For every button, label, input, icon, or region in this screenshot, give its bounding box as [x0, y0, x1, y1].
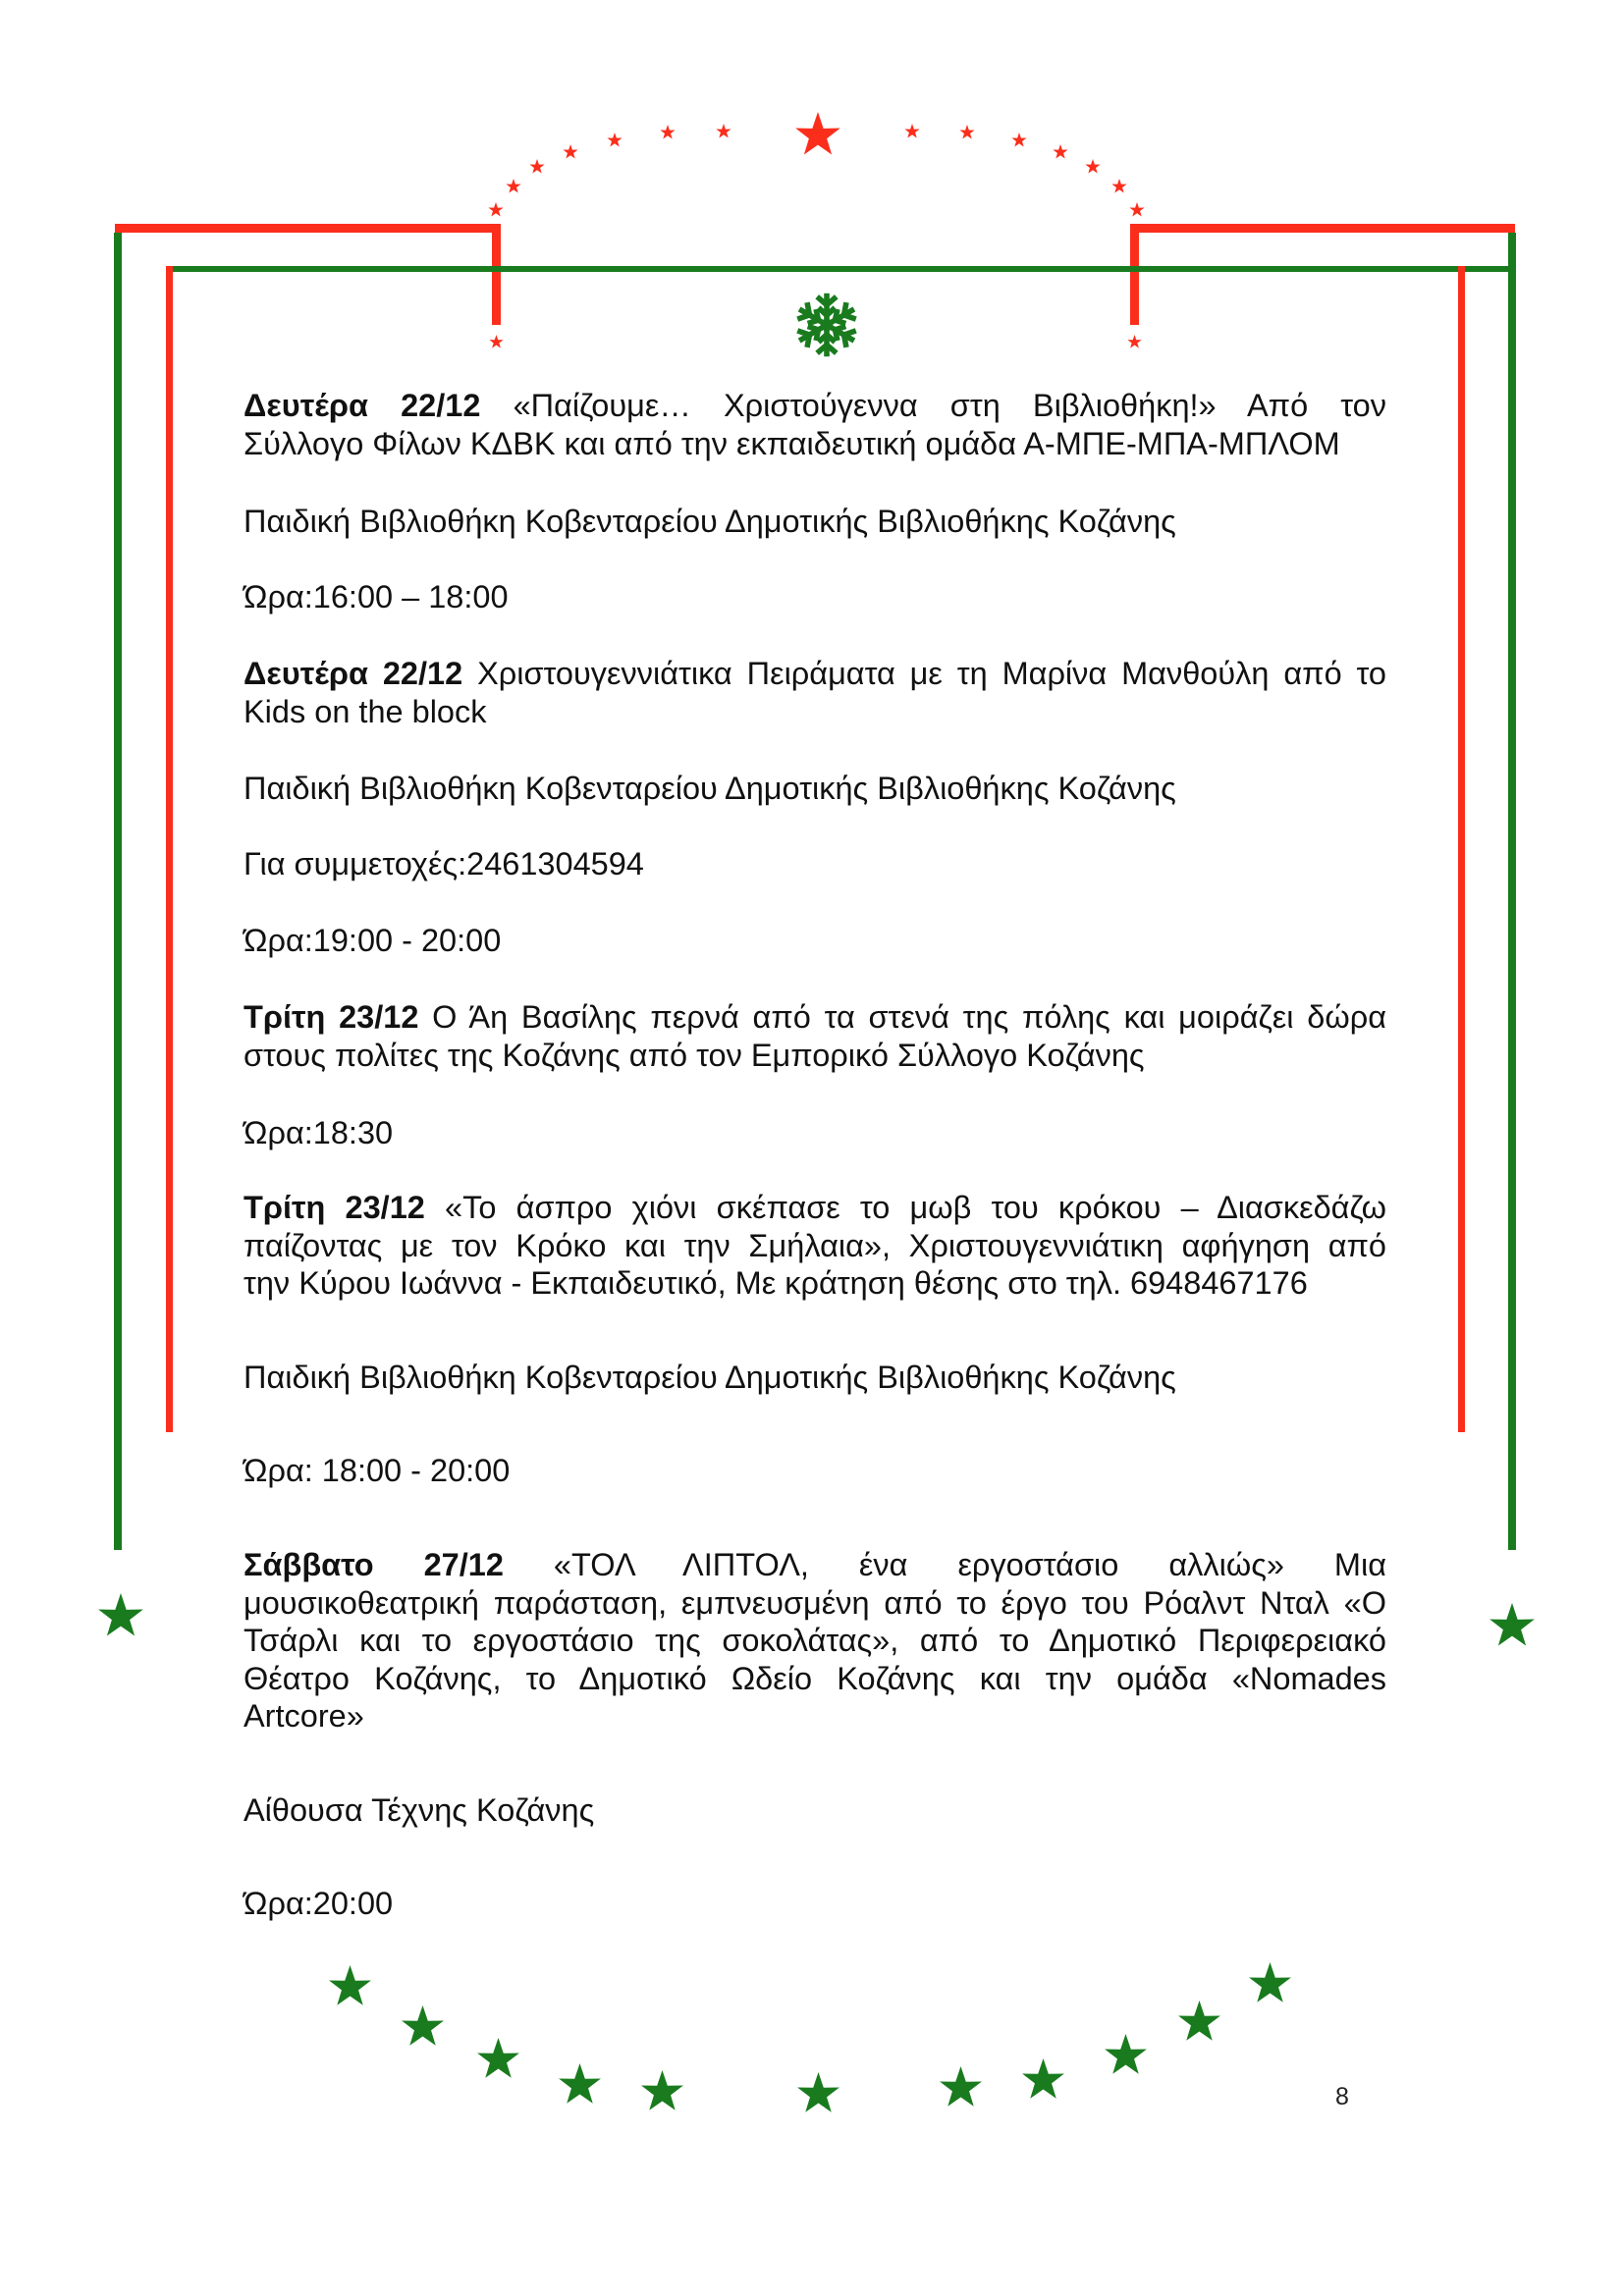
- star-icon: [328, 1965, 372, 2009]
- event-date: Δευτέρα 22/12: [244, 656, 463, 691]
- star-icon: [1177, 2001, 1221, 2045]
- frame-line-red-drop-left: [492, 224, 501, 325]
- star-icon: [716, 124, 731, 139]
- star-icon: [1248, 1962, 1292, 2006]
- event-time: Ώρα:16:00 – 18:00: [244, 579, 509, 614]
- frame-line-red-top-left: [115, 224, 500, 233]
- event-description-line: Τσάρλι και το εργοστάσιο της σοκολάτας», από το Δημοτικό Περιφερειακό: [244, 1623, 1386, 1658]
- event-time: Ώρα:19:00 - 20:00: [244, 923, 502, 958]
- event-description-line: [244, 1189, 1386, 1227]
- event-time: Ώρα: 18:00 - 20:00: [244, 1453, 511, 1488]
- event-description: [244, 1189, 1386, 1303]
- event-date: Τρίτη 23/12: [244, 1190, 425, 1225]
- star-icon: [558, 2063, 602, 2108]
- star-icon: [1489, 1603, 1536, 1650]
- star-icon: [796, 2072, 840, 2116]
- star-icon: [1053, 144, 1068, 160]
- frame-line-green-right: [1508, 233, 1516, 1550]
- star-icon: [660, 125, 676, 140]
- event-text: «ΤΟΛ ΛΙΠΤΟΛ, ένα εργοστάσιο αλλιώς» Μια: [553, 1547, 1387, 1582]
- frame-line-red-drop-right: [1130, 224, 1139, 325]
- event-text: «Παίζουμε… Χριστούγεννα στη Βιβλιοθήκη!» Από τον: [513, 388, 1386, 423]
- event-description-line: Σύλλογο Φίλων ΚΔΒΚ και από την εκπαιδευτική ομάδα Α-ΜΠΕ-ΜΠΑ-ΜΠΛΟΜ: [244, 425, 1340, 461]
- event-description: [244, 1546, 1386, 1735]
- event-date: Σάββατο 27/12: [244, 1547, 504, 1582]
- event-description-line: [244, 998, 1386, 1037]
- star-icon: [1104, 2034, 1148, 2078]
- event-description-line: την Κύρου Ιωάννα - Εκπαιδευτικό, Με κράτηση θέσης στο τηλ. 6948467176: [244, 1265, 1308, 1301]
- event-description-line: [244, 387, 1386, 425]
- star-icon: [489, 335, 504, 349]
- star-icon: [488, 202, 504, 218]
- event-text: «Το άσπρο χιόνι σκέπασε το μωβ του κρόκου – Διασκεδάζω: [445, 1190, 1386, 1225]
- event-text: Ο Άη Βασίλης περνά από τα στενά της πόλης και μοιράζει δώρα: [432, 999, 1386, 1035]
- event-contact: Για συμμετοχές:2461304594: [244, 846, 644, 881]
- star-icon: [476, 2038, 520, 2082]
- event-time: Ώρα:20:00: [244, 1886, 394, 1921]
- star-icon: [607, 133, 623, 148]
- star-icon: [640, 2070, 684, 2114]
- star-icon: [1011, 133, 1027, 148]
- star-icon: [1129, 202, 1145, 218]
- star-icon: [97, 1593, 144, 1640]
- frame-line-green-left: [114, 233, 122, 1550]
- event-venue: Παιδική Βιβλιοθήκη Κοβενταρείου Δημοτικής Βιβλιοθήκης Κοζάνης: [244, 771, 1176, 806]
- event-text: Χριστουγεννιάτικα Πειράματα με τη Μαρίνα Μανθούλη από το: [477, 656, 1386, 691]
- star-icon: [794, 112, 841, 159]
- event-venue: Παιδική Βιβλιοθήκη Κοβενταρείου Δημοτικής Βιβλιοθήκης Κοζάνης: [244, 1360, 1176, 1395]
- event-description: [244, 655, 1386, 730]
- event-venue: Παιδική Βιβλιοθήκη Κοβενταρείου Δημοτικής Βιβλιοθήκης Κοζάνης: [244, 504, 1176, 539]
- star-icon: [529, 159, 545, 175]
- event-description-line: Kids on the block: [244, 693, 487, 729]
- star-icon: [401, 2005, 445, 2050]
- frame-line-red-top-right: [1130, 224, 1515, 233]
- event-description-line: [244, 1546, 1386, 1584]
- star-icon: [959, 125, 975, 140]
- frame-line-green-top: [167, 266, 1512, 272]
- star-icon: [1127, 335, 1142, 349]
- star-icon: [506, 179, 521, 194]
- star-icon: [904, 124, 920, 139]
- event-description-line: Artcore»: [244, 1698, 364, 1734]
- event-date: Δευτέρα 22/12: [244, 388, 481, 423]
- frame-line-red-inner-left: [166, 266, 173, 1432]
- event-time: Ώρα:18:30: [244, 1115, 394, 1150]
- star-icon: [1111, 179, 1127, 194]
- event-description-line: μουσικοθεατρική παράσταση, εμπνευσμένη από το έργο του Ρόαλντ Νταλ «Ο: [244, 1584, 1386, 1621]
- event-description: [244, 387, 1386, 462]
- event-description-line: παίζοντας με τον Κρόκο και την Σμήλαια», Χριστουγεννιάτικη αφήγηση από: [244, 1227, 1386, 1263]
- event-description-line: στους πολίτες της Κοζάνης από τον Εμπορικό Σύλλογο Κοζάνης: [244, 1037, 1145, 1073]
- event-venue: Αίθουσα Τέχνης Κοζάνης: [244, 1792, 595, 1828]
- event-description-line: Θέατρο Κοζάνης, το Δημοτικό Ωδείο Κοζάνης και την ομάδα «Nomades: [244, 1660, 1386, 1696]
- event-description: [244, 998, 1386, 1074]
- event-date: Τρίτη 23/12: [244, 999, 419, 1035]
- star-icon: [1021, 2058, 1065, 2103]
- snowflake-icon: [792, 291, 861, 359]
- star-icon: [563, 144, 578, 160]
- star-icon: [1085, 159, 1101, 175]
- event-description-line: [244, 655, 1386, 693]
- star-icon: [939, 2066, 983, 2110]
- page-number: 8: [1335, 2083, 1349, 2110]
- frame-line-red-inner-right: [1458, 266, 1465, 1432]
